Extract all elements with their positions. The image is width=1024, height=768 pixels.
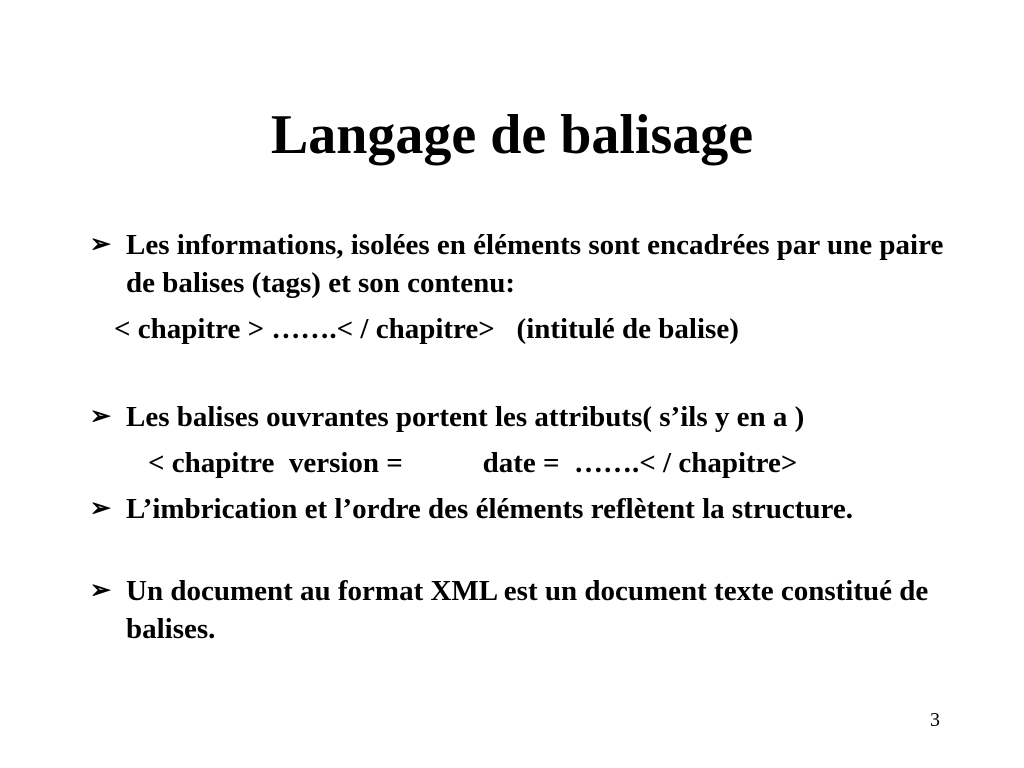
bullet-text: Un document au format XML est un document texte constitué de balises.: [126, 575, 929, 645]
bullet-item-imbrication: [90, 490, 950, 528]
bullet-item-informations: [90, 226, 950, 302]
bullet-text: Les informations, isolées en éléments sont encadrées par une paire de balises (tags) et son contenu:: [126, 229, 944, 299]
attribute-example-line: < chapitre version = date = …….< / chapitre>: [148, 447, 798, 479]
arrow-bullet-icon: ➢: [90, 577, 111, 604]
bullet-item-document-xml: [90, 572, 950, 648]
slide-title: Langage de balisage: [270, 104, 754, 166]
tag-example-line: < chapitre > …….< / chapitre> (intitulé de balise): [114, 313, 739, 345]
arrow-bullet-icon: ➢: [90, 231, 111, 258]
arrow-bullet-icon: ➢: [90, 495, 111, 522]
bullet-item-attributs: [90, 398, 950, 436]
bullet-text: Les balises ouvrantes portent les attributs( s’ils y en a ): [126, 401, 805, 433]
arrow-bullet-icon: ➢: [90, 403, 111, 430]
page-number: 3: [930, 709, 940, 731]
bullet-text: L’imbrication et l’ordre des éléments reflètent la structure.: [126, 493, 853, 525]
